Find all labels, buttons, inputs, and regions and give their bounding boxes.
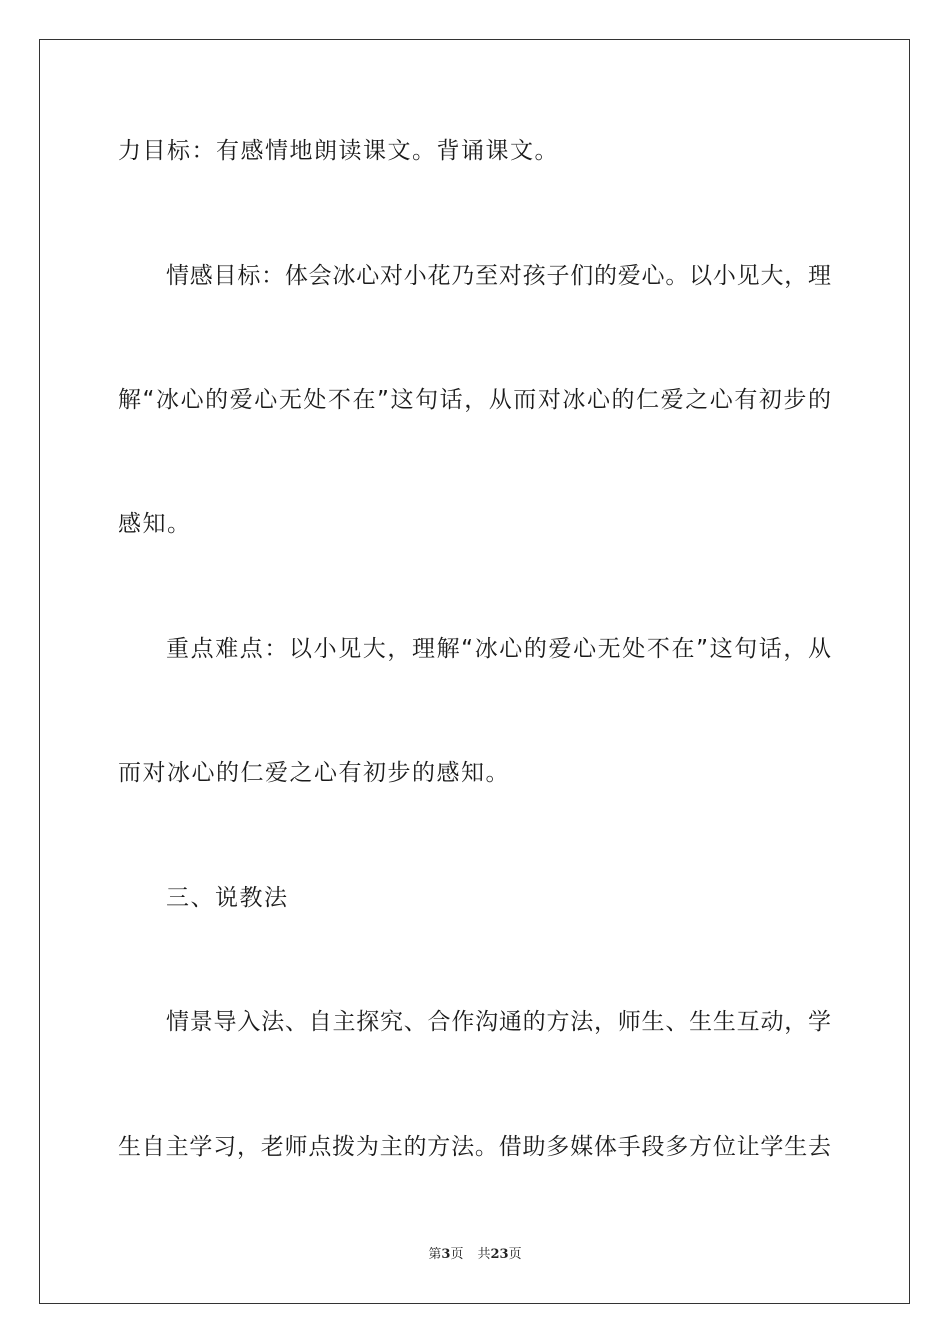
total-prefix: 共 xyxy=(477,1247,491,1262)
text-line-6: 而对冰心的仁爱之心有初步的感知。 xyxy=(118,760,510,786)
page-suffix: 页 xyxy=(450,1247,464,1262)
total-pages: 23 xyxy=(490,1247,509,1262)
text-line-3: 解“冰心的爱心无处不在”这句话，从而对冰心的仁爱之心有初步的 xyxy=(118,387,831,413)
section-heading: 三、说教法 xyxy=(166,885,289,911)
text-line-4: 感知。 xyxy=(118,511,192,537)
page-prefix: 第 xyxy=(428,1247,442,1262)
text-line-8: 情景导入法、自主探究、合作沟通的方法，师生、生生互动，学 xyxy=(166,1009,831,1035)
text-line-5: 重点难点：以小见大，理解“冰心的爱心无处不在”这句话，从 xyxy=(166,636,831,662)
text-line-1: 力目标：有感情地朗读课文。背诵课文。 xyxy=(118,138,559,164)
text-line-2: 情感目标：体会冰心对小花乃至对孩子们的爱心。以小见大，理 xyxy=(166,263,831,289)
page-number: 3 xyxy=(441,1247,451,1262)
page-border xyxy=(39,39,910,1304)
total-suffix: 页 xyxy=(508,1247,522,1262)
text-line-9: 生自主学习，老师点拨为主的方法。借助多媒体手段多方位让学生去 xyxy=(118,1134,831,1160)
page-footer xyxy=(0,1247,950,1263)
